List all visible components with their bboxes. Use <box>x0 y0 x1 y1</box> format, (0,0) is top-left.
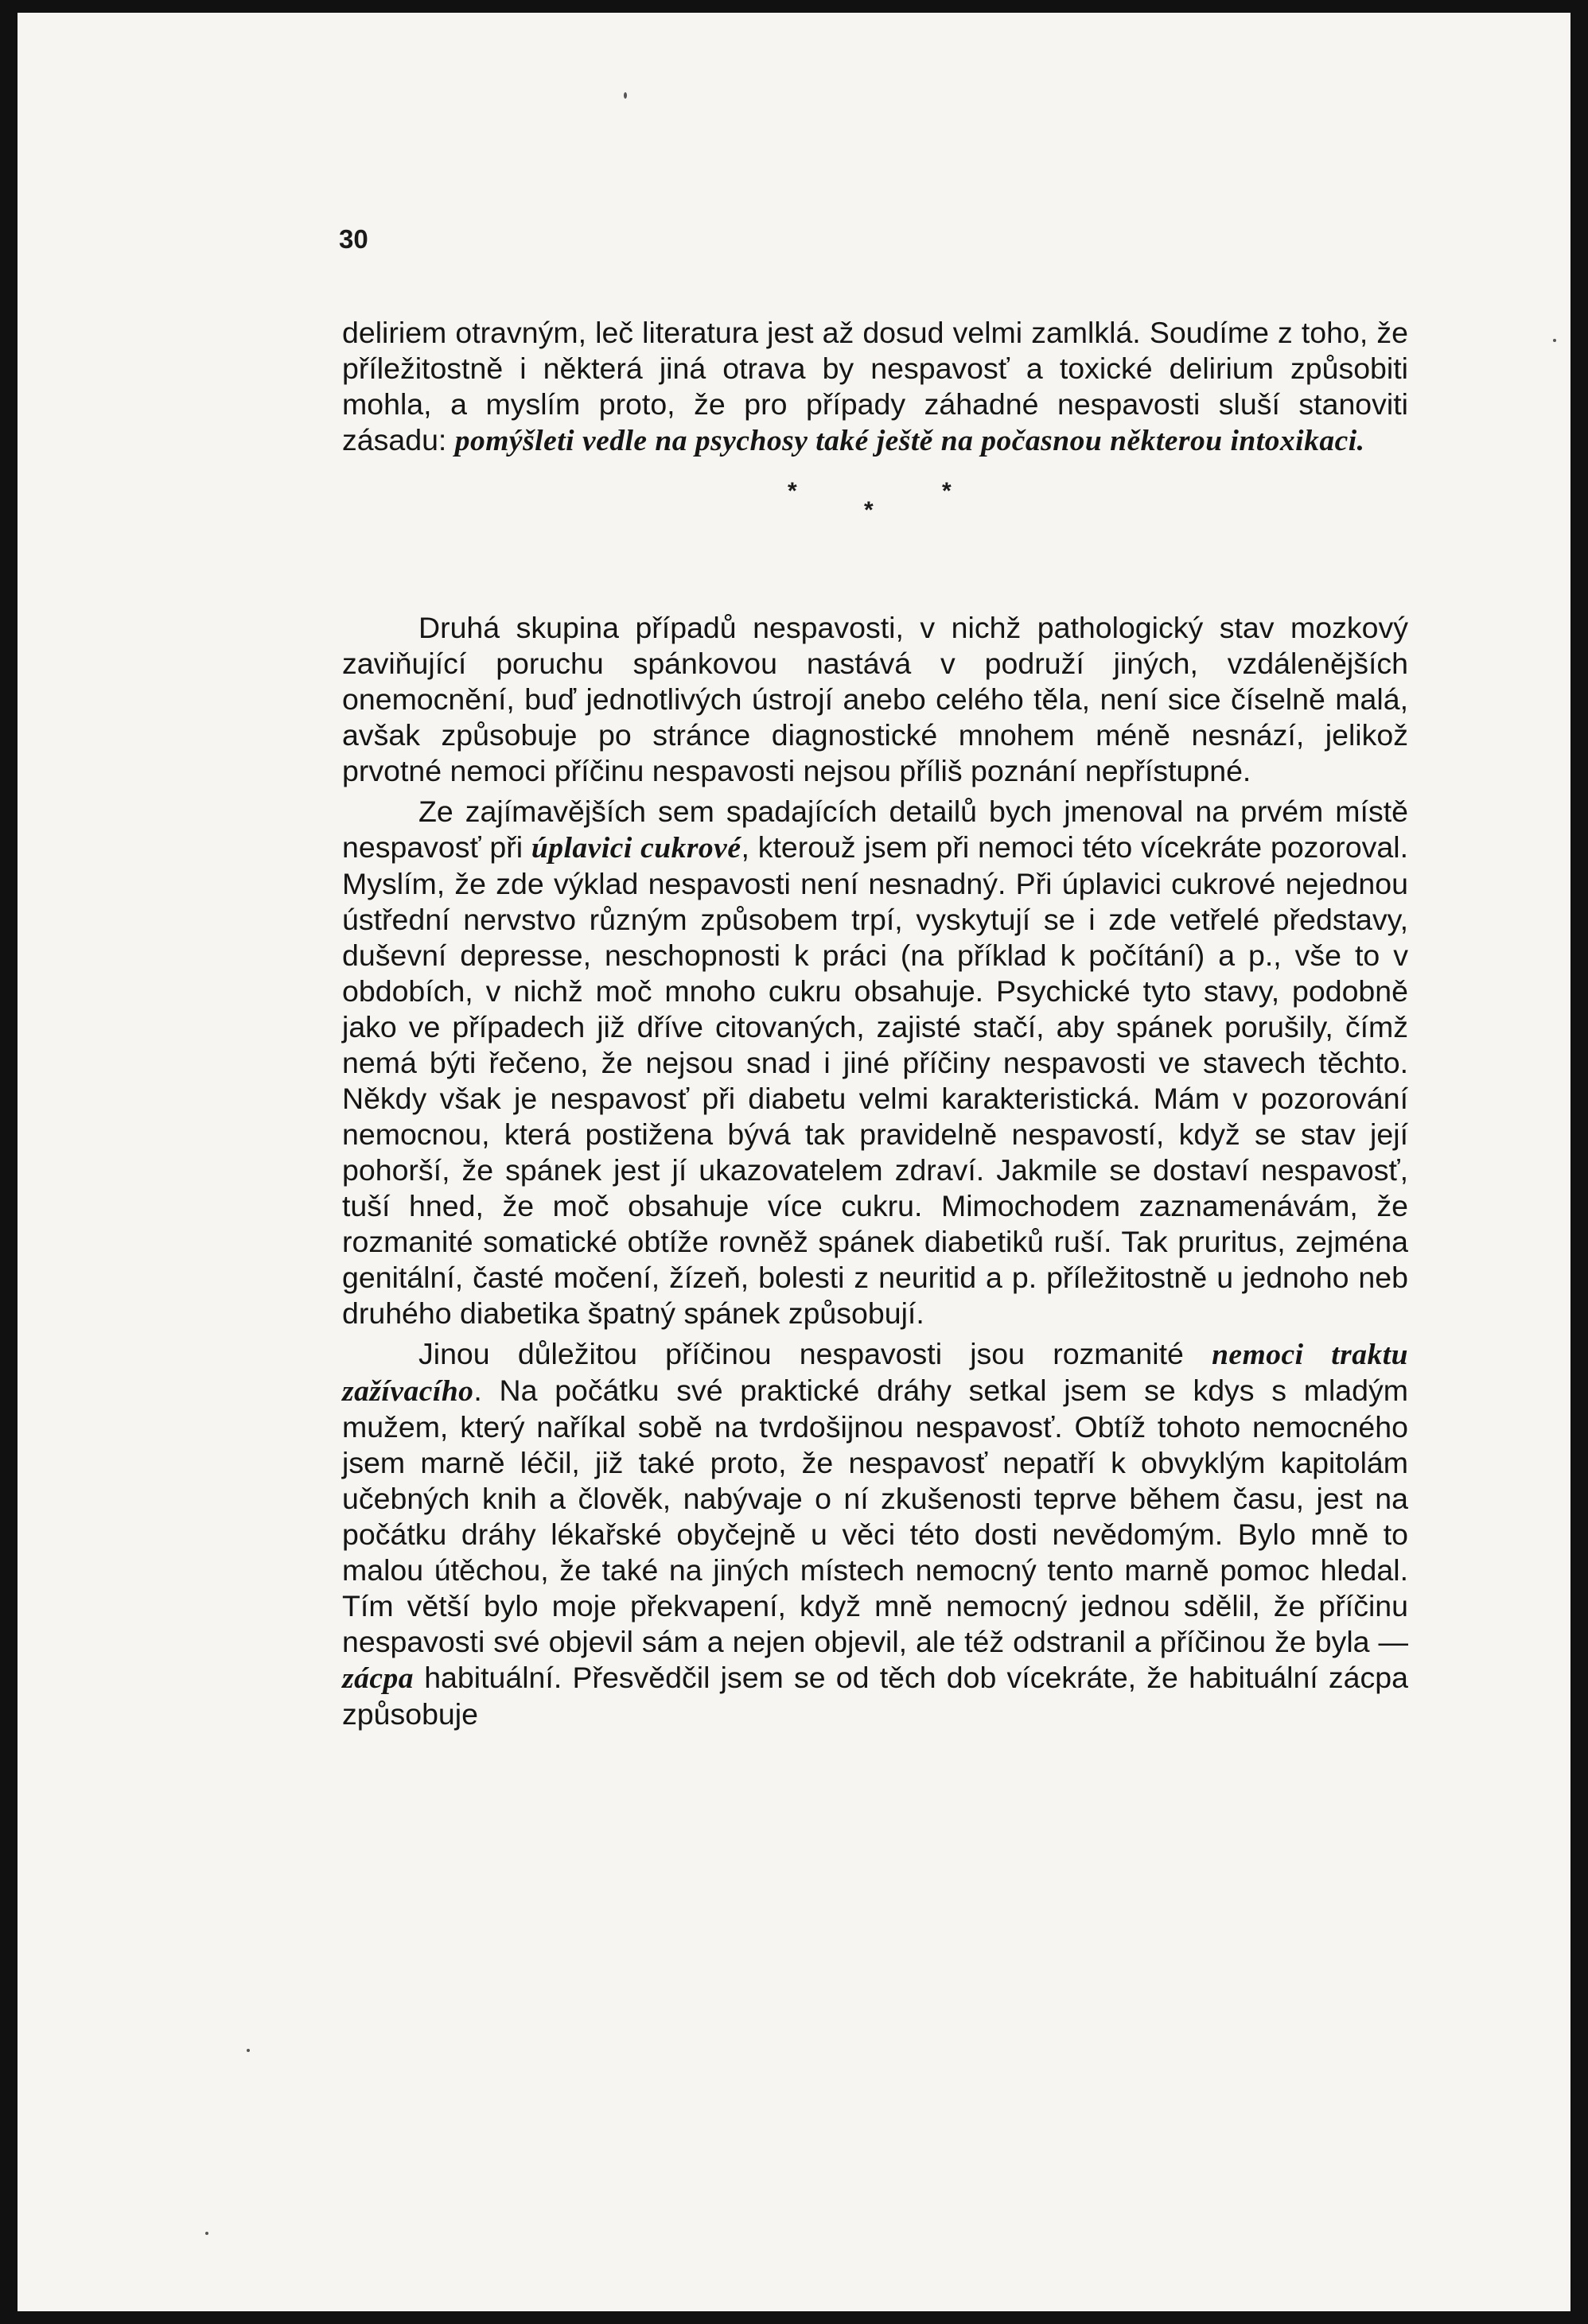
emphasis-constipation: zácpa <box>342 1662 414 1695</box>
section-separator <box>342 473 1408 610</box>
ink-speck <box>624 92 627 99</box>
emphasis-digestive-tract: nemoci traktu zažívacího <box>342 1339 1408 1408</box>
paragraph-text: habituální. Přesvědčil jsem se od těch dob vícekráte, že habituální zácpa způsobuje <box>342 1661 1408 1731</box>
emphasis-diabetes: úplavici cukrové <box>531 832 741 865</box>
separator-star: * <box>942 478 952 504</box>
paragraph-diabetes <box>342 794 1408 1331</box>
paragraph-text: Ze zajímavějších sem spadajících detailů bych jmenoval na prvém místě nespavosť při <box>342 795 1408 864</box>
paragraph-text: , kterouž jsem při nemoci této vícekráte pozoroval. Myslím, že zde výklad nespavosti není nesnadný. Při úplavici cukrové nejednou ústřední nervstvo různým způsobem trpí, vyskytují se i zde vetřelé představy, duševní depresse, neschopnosti k práci (na příklad k počítání) a p., vše to v obdobích, v nichž moč mnoho cukru obsahuje. Psychické tyto stavy, podobně jako ve případech již dříve citovaných, zajisté stačí, aby spánek porušily, čímž nemá býti řečeno, že nejsou snad i jiné příčiny nespavosti ve stavech těchto. Někdy však je nespavosť při diabetu velmi karakteristická. Mám v pozorování nemocnou, která postižena bývá tak pravidelně nespavostí, když se stav její pohorší, že spánek jest jí ukazovatelem zdraví. Jakmile se dostaví nespavosť, tuší hned, že moč obsahuje více cukru. Mimochodem zaznamenávám, že rozmanité somatické obtíže rovněž spánek diabetiků ruší. Tak pruritus, zejména genitální, časté močení, žízeň, bolesti z neuritid a p. příležitostně u jednoho neb druhého diabetika špatný spánek způsobují. <box>342 830 1408 1330</box>
paragraph-digestive <box>342 1336 1408 1732</box>
ink-speck <box>1553 339 1556 342</box>
book-page <box>18 13 1570 2311</box>
paragraph-second-group: Druhá skupina případů nespavosti, v nichž pathologický stav mozkový zaviňující poruchu spánkovou nastává v podruží jiných, vzdálenějších onemocnění, buď jednotlivých ústrojí anebo celého těla, není sice číselně malá, avšak způsobuje po stránce diagnostické mnohem méně nesnází, jelikož prvotné nemoci příčinu nespavosti nejsou příliš poznání nepřístupné. <box>342 611 1408 787</box>
emphasis-principle: pomýšleti vedle na psychosy také ještě na počasnou některou intoxikaci. <box>454 425 1365 457</box>
ink-speck <box>205 2232 208 2235</box>
separator-star: * <box>788 478 797 504</box>
paragraph-text: deliriem otravným, leč literatura jest až dosud velmi zamlklá. Soudíme z toho, že příležitostně i některá jiná otrava by nespavosť a toxické delirium způsobiti mohla, a myslím proto, že pro případy záhadné nespavosti sluší stanoviti zásadu: <box>342 316 1408 457</box>
paragraph-text: Jinou důležitou příčinou nespavosti jsou rozmanité <box>418 1337 1212 1370</box>
separator-star: * <box>864 497 874 523</box>
body-text <box>342 315 1408 1732</box>
page-number: 30 <box>339 224 368 254</box>
paragraph-delirium <box>342 315 1408 459</box>
paragraph-text: . Na počátku své praktické dráhy setkal jsem se kdys s mladým mužem, který naříkal sobě na tvrdošijnou nespavosť. Obtíž tohoto nemocného jsem marně léčil, již také proto, že nespavosť nepatří k obvyklým kapitolám učebných knih a člověk, nabývaje o ní zkušenosti teprve během času, jest na počátku dráhy lékařské obyčejně u věci této dosti nevědomým. Bylo mně to malou útěchou, že také na jiných místech nemocný tento marně pomoc hledal. Tím větší bylo moje překvapení, když mně nemocný jednou sdělil, že příčinu nespavosti své objevil sám a nejen objevil, ale též odstranil a příčinou že byla — <box>342 1374 1408 1658</box>
ink-speck <box>247 2049 250 2052</box>
